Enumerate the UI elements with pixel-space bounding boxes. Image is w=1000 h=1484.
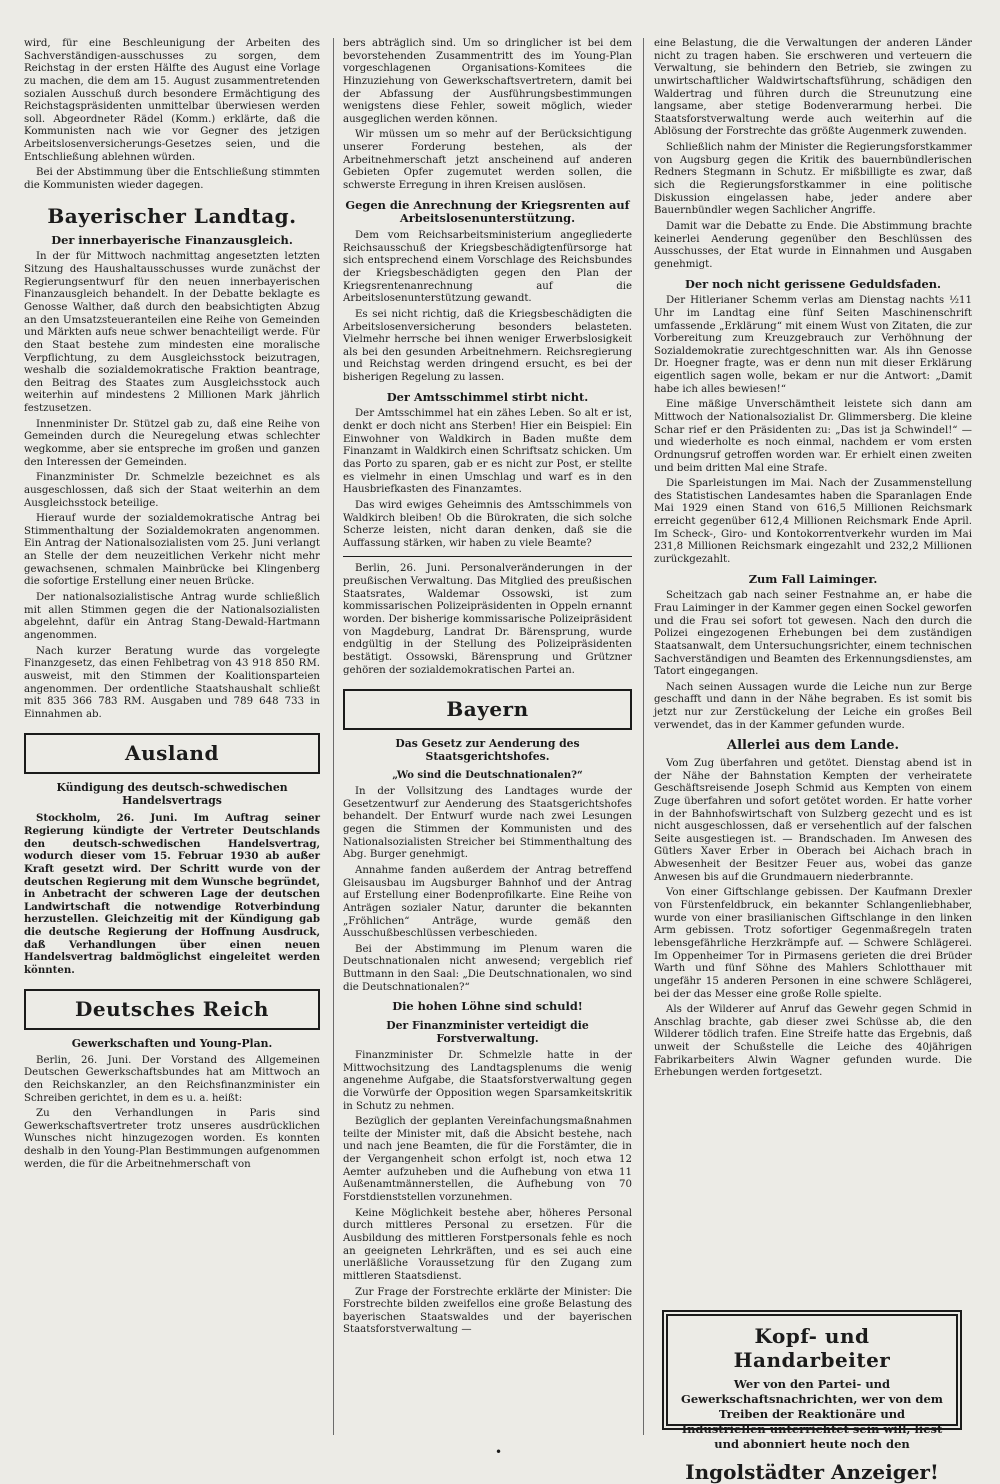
article-headline: Zum Fall Laiminger. [748,571,878,586]
article-subheadline: Der Finanzminister verteidigt die Forstverwaltung. [386,1019,589,1046]
article-continuation: wird, für eine Beschleunigung der Arbeiten des Sachverständigen-ausschusses zu sorgen, dem Reichstag in der ersten Hälfte des August eine Vorlage zu machen, die dem am 15. August zusammentretenden sozialen Ausschuß durch besondere Ermächtigung des Reichstagspräsidenten unmittelbar überwiesen werden soll. Abgeordneter Rädel (Komm.) erklärte, daß die Kommunisten nach wie vor Gegner des jetzigen Arbeitslosenversicherungs-Gesetzes seien, und die Entschließung ablehnen würden. [24,38,320,163]
article-paragraph: Stockholm, 26. Juni. Im Auftrag seiner Regierung kündigte der Vertreter Deutschlands den deutsch-schwedischen Handelsvertrag, wodurch dieser vom 15. Februar 1930 ab außer Kraft gesetzt wird. Der Schritt wurde von der deutschen Regierung mit dem Wunsche begründet, in Anbetracht der schweren Lage der deutschen Landwirtschaft die notwendige Rotverbindung herzustellen. Gleichzeitig mit der Kündigung gab die deutsche Regierung der Hoffnung Ausdruck, daß Verhandlungen über einen neuen Handelsvertrag baldmöglichst eingeleitet werden könnten. [24,812,320,977]
article-paragraph: Innenminister Dr. Stützel gab zu, daß eine Reihe von Gemeinden durch die Neuregelung etwas schlechter wegkomme, aber sie entspreche im großen und ganzen den Interessen der Gemeinden. [24,418,320,468]
article-paragraph: Scheitzach gab nach seiner Festnahme an, er habe die Frau Laiminger in der Kammer gegen einen Sockel geworfen und die Frau sei sofort tot gewesen. Nach den durch die Polizei eingezogenen Erhebungen bei dem zuständigen Staatsanwalt, dem Untersuchungsrichter, einem technischen Sachverständigen und Beamten des Erkennungsdienstes, am Tatort eingegangen. [654,590,972,678]
article-paragraph: Es sei nicht richtig, daß die Kriegsbeschädigten die Arbeitslosenversicherung besonders belasteten. Vielmehr herrsche bei ihnen weniger Erwerbslosigkeit als bei den gesunden Arbeitnehmern. Reichsregierung und Reichstag werden dringend ersucht, es bei der bisherigen Regelung zu lassen. [343,308,632,384]
article-paragraph: Bei der Abstimmung über die Entschließung stimmten die Kommunisten wieder dagegen. [24,167,320,192]
article-paragraph: Der nationalsozialistische Antrag wurde schließlich mit allen Stimmen gegen die der Nationalsozialisten abgelehnt, dafür ein Antrag Stang-Dewald-Hartmann angenommen. [24,592,320,641]
article-paragraph: Vom Zug überfahren und getötet. Dienstag abend ist in der Nähe der Bahnstation Kempten der verheiratete Geschäftsreisende Joseph Schmid aus Kempten von einem Zuge überfahren und sofort getötet worden. Er hatte vorher in der Bahnhofswirtschaft von Sulzberg gezecht und es ist nicht ausgeschlossen, daß er versehentlich auf der falschen Seite ausgestiegen ist. — Brandschaden. Im Anwesen des Gütlers Xaver Erber in Oberach bei Aichach brach in Abwesenheit der Besitzer Feuer aus, wobei das ganze Anwesen bis auf die Grundmauern niederbrannte. [654,758,972,883]
ad-newspaper-name: Ingolstädter Anzeiger! [685,1459,939,1484]
section-heading-reich: Deutsches Reich [75,996,269,1021]
column-rule-1 [333,38,334,1435]
article-headline: Der Amtsschimmel stirbt nicht. [386,389,589,404]
article-paragraph: In der für Mittwoch nachmittag angesetzten letzten Sitzung des Haushaltausschusses wurde zunächst der Regierungsentwurf für den neuen innerbayerischen Finanzausgleich behandelt. In der Debatte beklagte es Genosse Walther, daß durch den beabsichtigten Abzug an den Umsatzsteueranteilen eine Reihe von Gemeinden und Märkten aufs neue schwer benachteiligt werde. Für den Staat bestehe zum mindesten eine moralische Verpflichtung, zu dem Ausgleichsstock beizutragen, weshalb die sozialdemokratische Fraktion beantrage, den Beitrag des Staates zum Ausgleichsstock auch weiterhin auf mindestens 2 Millionen Mark jährlich festzusetzen. [24,251,320,415]
article-paragraph: In der Vollsitzung des Landtages wurde der Gesetzentwurf zur Aenderung des Staatsgerichtshofes behandelt. Der Entwurf wurde nach zwei Lesungen gegen die Stimmen der Kommunisten und des Nationalsozialisten Streicher bei Stimmenthaltung des Abg. Burger genehmigt. [343,786,632,861]
article-paragraph: Zu den Verhandlungen in Paris sind Gewerkschaftsvertreter trotz unseres ausdrücklichen Wunsches nicht hinzugezogen worden. Es konnten deshalb in den Young-Plan Bestimmungen aufgenommen werden, die für die Arbeitnehmerschaft von [24,1108,320,1170]
column-rule-2 [643,38,644,1435]
article-paragraph: Dem vom Reichsarbeitsministerium angegliederte Reichsausschuß der Kriegsbeschädigtenfürsorge hat sich entsprechend einem Vorschlage des Reichsbundes der Kriegsbeschädigten gegen den Plan der Kriegsrentenanrechnung auf die Arbeitslosenunterstützung gewandt. [343,230,632,305]
column-2 [343,38,632,1340]
section-heading-landtag: Bayerischer Landtag. [47,203,297,228]
advertisement-box [662,1310,962,1484]
article-paragraph: Bei der Abstimmung im Plenum waren die Deutschnationalen nicht anwesend; vergeblich rief Buttmann in den Saal: „Die Deutschnationalen, wo sind die Deutschnationalen?“ [343,943,632,993]
article-paragraph: Finanzminister Dr. Schmelzle hatte in der Mittwochsitzung des Landtagsplenums die wenig angenehme Aufgabe, die Staatsforstverwaltung gegen die Vorwürfe der Opposition wegen Sparsamkeitskritik in Schutz zu nehmen. [343,1050,632,1112]
article-paragraph: Der Hitlerianer Schemm verlas am Dienstag nachts ½11 Uhr im Landtag eine fünf Seiten Maschinenschrift umfassende „Erklärung“ mit einem Wust von Zitaten, die zur Vorbereitung zum Kreuzgebrauch zur Verhöhnung der Sozialdemokratie zurechtgeschnitten war. Als ihn Genosse Dr. Hoegner fragte, was er denn nun mit dieser Erklärung eigentlich sagen wolle, bekam er nur die Antwort: „Damit habe ich alles bewiesen!“ [654,295,972,395]
section-box-bayern [343,689,632,730]
article-paragraph: Keine Möglichkeit bestehe aber, höheres Personal durch mittleres Personal zu ersetzen. Für die Ausbildung des mittleren Forstpersonals fehle es noch an geeigneten Lehrkräften, und es sei auch eine unerläßliche Voraussetzung für den Zugang zum mittleren Staatsdienst. [343,1207,632,1282]
article-headline: Die hohen Löhne sind schuld! [392,999,583,1014]
article-paragraph: Berlin, 26. Juni. Personalveränderungen in der preußischen Verwaltung. Das Mitglied des preußischen Staatsrates, Waldemar Ossowski, ist zum kommissarischen Polizeipräsidenten in Oppeln ernannt worden. Der bisherige kommissarische Polizeipräsident von Magdeburg, Landrat Dr. Bärensprung, wurde endgültig in der Stellung des Polizeipräsidenten bestätigt. Ossowski, Bärensprung und Grützner gehören der sozialdemokratischen Partei an. [343,563,632,676]
section-box-ausland [24,733,320,774]
article-paragraph: Eine mäßige Unverschämtheit leistete sich dann am Mittwoch der Nationalsozialist Dr. Glimmersberg. Die kleine Schar rief er den Präsidenten zu: „Das ist ja Schwindel!“ — und wiederholte es noch einmal, nachdem er vom ersten Ordnungsruf getroffen worden war. Er erhielt einen zweiten und beim dritten Mal eine Strafe. [654,399,972,474]
section-heading-bayern: Bayern [446,697,529,722]
page-footer-mark: • [495,1445,503,1459]
article-paragraph: Nach kurzer Beratung wurde das vorgelegte Finanzgesetz, das einen Fehlbetrag von 43 918 850 RM. ausweist, mit den Stimmen der Koalitionsparteien angenommen. Der ordentliche Staatshaushalt schließt mit 835 366 783 RM. Ausgaben und 789 648 733 in Einnahmen ab. [24,645,320,720]
article-headline: Das Gesetz zur Aenderung des Staatsgerichtshofes. [395,737,580,764]
article-headline: Allerlei aus dem Lande. [726,738,900,754]
article-paragraph: Bezüglich der geplanten Vereinfachungsmaßnahmen teilte der Minister mit, daß die Absicht bestehe, nach und nach jene Beamten, die für die Forstämter, die in der Vergangenheit schon erfolgt ist, noch etwa 12 Aemter aufzuheben und die Aufhebung von etwa 11 Außenamtmännerstellen, die Aufhebung von 70 Forstdienststellen vorzunehmen. [343,1116,632,1204]
column-1 [24,38,320,1174]
ad-body: Wer von den Partei- und Gewerkschaftsnachrichten, wer von dem Treiben der Reaktionäre und Industriellen unterrichtet sein will, liest und abonniert heute noch den [681,1377,943,1451]
article-paragraph: Die Sparleistungen im Mai. Nach der Zusammenstellung des Statistischen Landesamtes haben die Sparanlagen Ende Mai 1929 einen Stand von 616,5 Millionen Reichsmark erreicht gegenüber 612,4 Millionen Reichsmark Ende April. Im Scheck-, Giro- und Kontokorrentverkehr wurden im Mai 231,8 Millionen Reichsmark eingezahlt und 232,2 Millionen zurückgezahlt. [654,478,972,566]
article-headline: Der noch nicht gerissene Geduldsfaden. [685,276,941,291]
section-heading-ausland: Ausland [125,741,219,766]
article-paragraph: Der Amtsschimmel hat ein zähes Leben. So alt er ist, denkt er doch nicht ans Sterben! Hier ein Beispiel: Ein Einwohner von Waldkirch in Baden mußte dem Finanzamt in Waldkirch einen Schriftsatz schicken. Um das Porto zu sparen, gab er es nicht zur Post, er stellte es vielmehr in einen Umschlag und warf es in den Hausbriefkasten des Finanzamtes. [343,408,632,496]
article-paragraph: Damit war die Debatte zu Ende. Die Abstimmung brachte keinerlei Aenderung gegenüber den Beschlüssen des Ausschusses, der Etat wurde in Einnahmen und Ausgaben genehmigt. [654,220,972,270]
article-headline: Gewerkschaften und Young-Plan. [71,1036,273,1050]
article-paragraph: Berlin, 26. Juni. Der Vorstand des Allgemeinen Deutschen Gewerkschaftsbundes hat am Mittwoch an den Reichskanzler, an den Reichsfinanzminister ein Schreiben gerichtet, in dem es u. a. heißt: [24,1054,320,1104]
article-continuation: bers abträglich sind. Um so dringlicher ist bei dem bevorstehenden Zusammentritt des im Young-Plan vorgeschlagenen Organisations-Komitees die Hinzuziehung von Gewerkschaftsvertretern, damit bei der Abfassung der Ausführungsbestimmungen wenigstens diese Fehler, soweit möglich, wieder ausgeglichen werden können. [343,38,632,125]
section-box-reich [24,989,320,1030]
article-paragraph: Hierauf wurde der sozialdemokratische Antrag bei Stimmenthaltung der Sozialdemokraten angenommen. Ein Antrag der Nationalsozialisten vom 25. Juni verlangt an Stelle der dem neuzeitlichen Verkehr nicht mehr gewachsenen, schmalen Mainbrücke bei Klingenberg die sofortige Erstellung einer neuen Brücke. [24,513,320,588]
article-paragraph: Als der Wilderer auf Anruf das Gewehr gegen Schmid in Anschlag brachte, gab dieser zwei Schüsse ab, die den Wilderer tödlich trafen. Eine Streife hatte das Ergebnis, daß unweit der Schußstelle die Leiche des 40jährigen Fabrikarbeiters Alwin Wagner gefunden wurde. Die Erhebungen werden fortgesetzt. [654,1004,972,1079]
article-continuation: eine Belastung, die die Verwaltungen der anderen Länder nicht zu tragen haben. Sie erschweren und verteuern die Verwaltung, sie behindern den Betrieb, sie zwingen zu unwirtschaftlicher Waldwirtschaftsführung, schädigen den Waldertrag und führen durch die Streunutzung eine langsame, aber stetige Bodenverarmung herbei. Die Staatsforstverwaltung werde auch weiterhin auf die Ablösung der Forstrechte das größte Augenmerk zuwenden. [654,38,972,138]
article-headline: Der innerbayerische Finanzausgleich. [51,232,293,247]
article-subheadline: „Wo sind die Deutschnationalen?“ [392,770,583,782]
article-paragraph: Von einer Giftschlange gebissen. Der Kaufmann Drexler von Fürstenfeldbruck, ein bekannter Schlangenliebhaber, wurde von einer brasilianischen Giftschlange in den linken Arm gebissen. Trotz sofortiger Gegenmaßregeln traten lebensgefährliche Herzkrämpfe auf. — Schwere Schlägerei. Im Oppenheimer Tor in Pirmasens gerieten die drei Brüder Warth und fünf Söhne des Mahlers Schlotthauer mit ungefähr 15 anderen Personen in eine schwere Schlägerei, bei der das Messer eine große Rolle spielte. [654,887,972,1000]
article-paragraph: Schließlich nahm der Minister die Regierungsforstkammer von Augsburg gegen die Kritik des bauernbündlerischen Redners Stegmann in Schutz. Er mißbilligte es zwar, daß sich die Regierungsforstkammer in eine politische Diskussion eingelassen habe, jeder andere aber Bauernbündler wegen Sachlicher Angriffe. [654,142,972,217]
article-paragraph: Zur Frage der Forstrechte erklärte der Minister: Die Forstrechte bilden zweifellos eine große Belastung des bayerischen Staatswaldes und der bayerischen Staatsforstverwaltung — [343,1286,632,1336]
article-paragraph: Annahme fanden außerdem der Antrag betreffend Gleisausbau im Augsburger Bahnhof und der Antrag auf Erstellung einer Bodenprofilkarte. Eine Reihe von Anträgen sozialer Natur, darunter die bekannten „Fröhlichen“ Anträge, wurde gemäß den Ausschußbeschlüssen verbeschieden. [343,865,632,940]
article-headline: Gegen die Anrechnung der Kriegsrenten auf Arbeitslosenunterstützung. [345,197,630,226]
article-paragraph: Finanzminister Dr. Schmelzle bezeichnet es als ausgeschlossen, daß sich der Staat weiterhin an dem Ausgleichsstock beteilige. [24,472,320,509]
ad-title: Kopf- und Handarbeiter [733,1324,891,1372]
article-headline: Kündigung des deutsch-schwedischen Handelsvertrags [56,781,288,808]
article-paragraph: Wir müssen um so mehr auf der Berücksichtigung unserer Forderung bestehen, als der Arbeitnehmerschaft jetzt anscheinend auf anderen Gebieten Opfer zugemutet werden sollen, die schwerste Erregung in ihren Kreisen auslösen. [343,129,632,192]
article-paragraph: Nach seinen Aussagen wurde die Leiche nun zur Berge geschafft und dann in der Nähe begraben. Es ist somit bis jetzt nur zur Zerstückelung der Leiche ein großes Beil verwendet, das in der Kammer gefunden wurde. [654,681,972,731]
article-paragraph: Das wird ewiges Geheimnis des Amtsschimmels von Waldkirch bleiben! Ob die Bürokraten, die sich solche Scherze leisten, nicht daran denken, daß sie die Auffassung stärken, wir haben zu viele Beamte? [343,499,632,549]
divider [343,556,632,557]
column-3 [654,38,972,1083]
